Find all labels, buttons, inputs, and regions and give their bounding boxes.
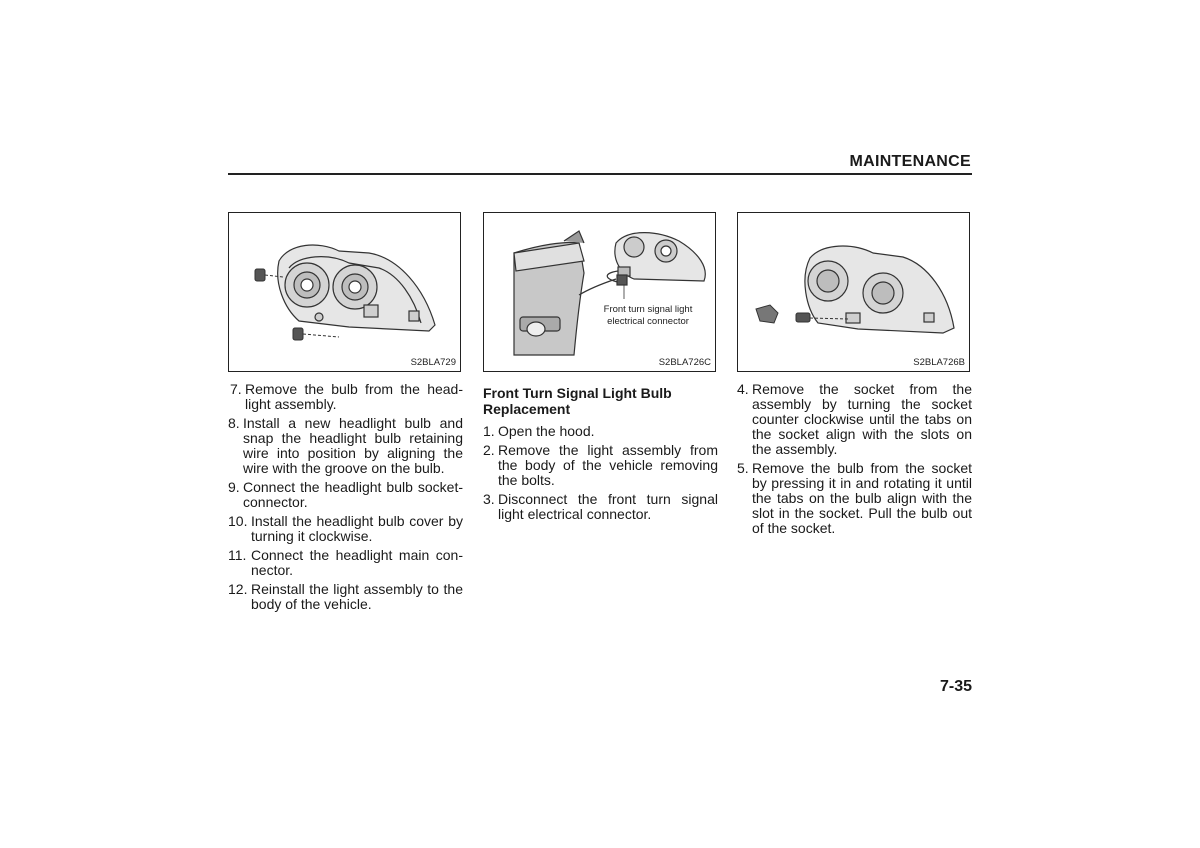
step-number: 12. [228, 581, 248, 597]
column-socket-steps [737, 382, 972, 540]
figure-code: S2BLA729 [410, 357, 456, 368]
figure-socket-removal [737, 212, 970, 372]
list-item [228, 514, 463, 544]
connector-callout: Front turn signal light electrical connector [603, 304, 693, 327]
list-item [228, 582, 463, 612]
list-item [228, 480, 463, 510]
step-text: Remove the light assembly from the body of the vehicle removing the bolts. [498, 442, 718, 488]
figure-headlight-bulb [228, 212, 461, 372]
step-text: Remove the bulb from the head-light assembly. [245, 381, 463, 412]
step-text: Connect the headlight bulb socket-connector. [243, 479, 463, 510]
list-item [228, 382, 463, 412]
column-turn-signal-steps [483, 382, 718, 526]
list-item [228, 548, 463, 578]
step-text: Connect the headlight main con-nector. [251, 547, 463, 578]
header-rule [228, 173, 972, 175]
step-number: 11. [228, 547, 247, 563]
step-text: Install the headlight bulb cover by turning it clockwise. [251, 513, 463, 544]
step-text: Disconnect the front turn signal light electrical connector. [498, 491, 718, 522]
step-number: 2. [483, 442, 495, 458]
headlight-assembly-illustration [229, 213, 462, 373]
figure-turn-signal-connector [483, 212, 716, 372]
step-list [228, 382, 463, 612]
step-text: Open the hood. [498, 423, 595, 439]
list-item [483, 424, 718, 439]
list-item [228, 416, 463, 476]
column-headlight-steps [228, 382, 463, 616]
figure-code: S2BLA726C [658, 357, 711, 368]
step-list [737, 382, 972, 536]
figure-code: S2BLA726B [913, 357, 965, 368]
step-number: 3. [483, 491, 495, 507]
step-list [483, 424, 718, 522]
step-number: 10. [228, 513, 248, 529]
page-number: 7-35 [939, 678, 972, 695]
list-item [737, 382, 972, 457]
step-number: 4. [737, 381, 749, 397]
list-item [737, 461, 972, 536]
list-item [483, 492, 718, 522]
step-text: Reinstall the light assembly to the body of the vehicle. [251, 581, 463, 612]
step-number: 8. [228, 415, 240, 431]
step-number: 7. [230, 381, 242, 397]
vehicle-front-illustration [484, 213, 717, 373]
section-heading: Front Turn Signal Light Bulb Replacement [483, 385, 672, 417]
step-number: 9. [228, 479, 240, 495]
step-text: Remove the bulb from the socket by pressing it in and rotating it until the tabs on the bulb align with the slot in the socket. Pull the bulb out of the socket. [752, 460, 972, 536]
section-title: MAINTENANCE [849, 153, 971, 170]
step-text: Install a new headlight bulb and snap the headlight bulb retaining wire into position by aligning the wire with the groove on the bulb. [243, 415, 463, 476]
step-text: Remove the socket from the assembly by turning the socket counter clockwise until the tabs on the socket align with the slots on the assembly. [752, 381, 972, 457]
step-number: 1. [483, 423, 495, 439]
list-item [483, 443, 718, 488]
headlight-socket-illustration [738, 213, 971, 373]
step-number: 5. [737, 460, 749, 476]
